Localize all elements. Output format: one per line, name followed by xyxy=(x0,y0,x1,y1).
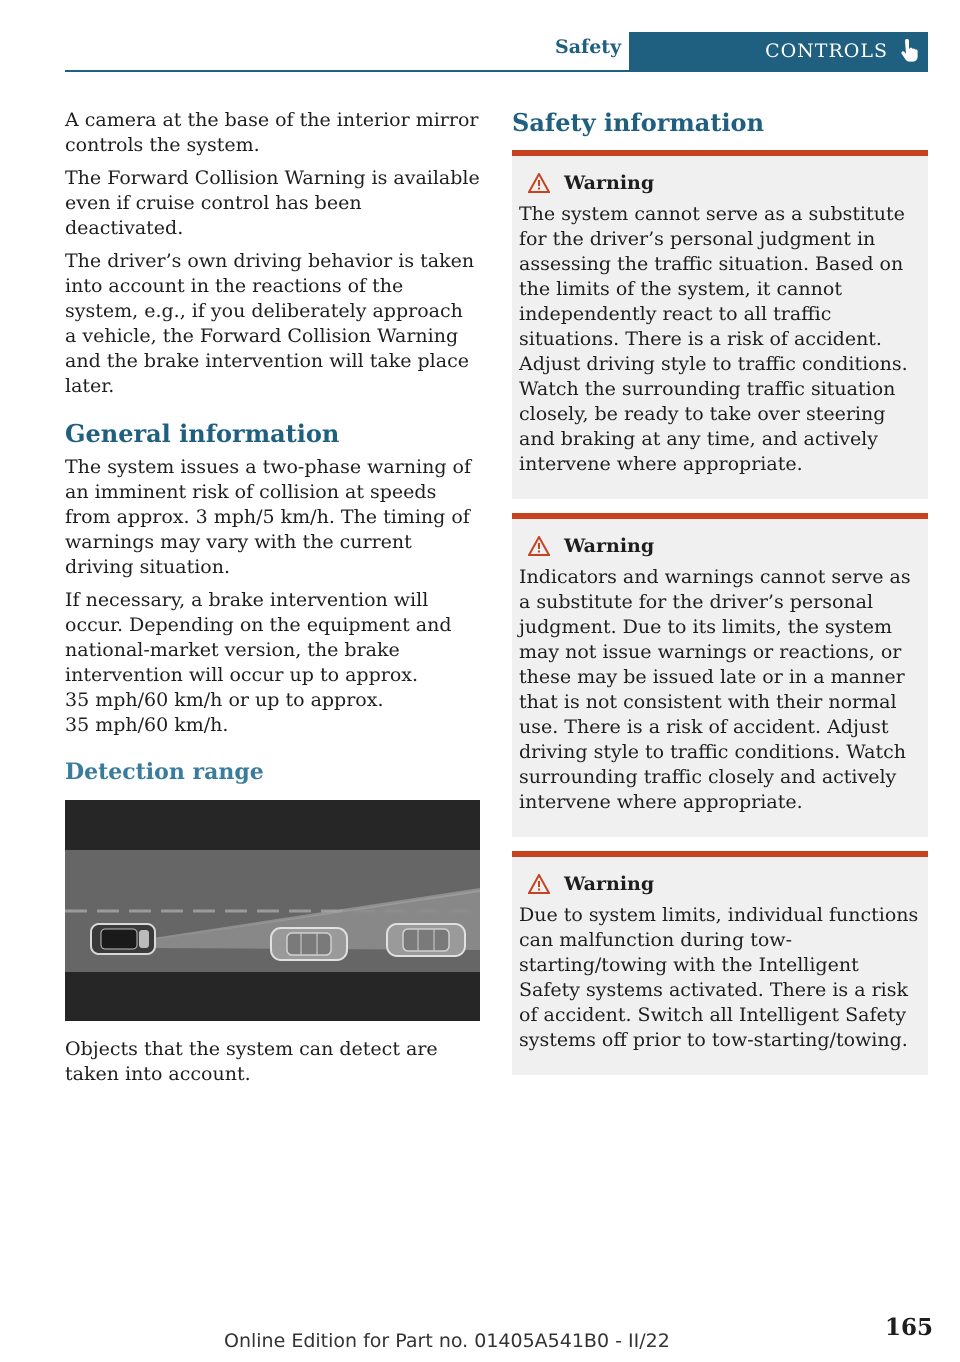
header-section-title: Safety xyxy=(555,36,622,58)
warning-box-3 xyxy=(512,851,928,1075)
edition-footer: Online Edition for Part no. 01405A541B0 - II/22 xyxy=(224,1330,670,1352)
detection-caption: Objects that the system can detect are taken into account. xyxy=(65,1038,438,1085)
right-column xyxy=(512,108,928,1089)
detected-vehicle-2 xyxy=(387,924,465,956)
brake-speed-1: 35 mph/60 km/h or up to approx. xyxy=(65,689,384,711)
warning-box-1 xyxy=(512,150,928,499)
warning-title: Warning xyxy=(564,172,655,194)
own-vehicle xyxy=(91,924,155,954)
warning-title-row xyxy=(519,871,920,897)
left-column xyxy=(65,108,480,1095)
header-chapter-label: CONTROLS xyxy=(765,40,888,62)
detection-range-heading: Detection range xyxy=(65,759,264,785)
warning-text: Due to system limits, individual functions can malfunction during tow-starting/towing with the Intelligent Safety systems activated. There is a risk of accident. Switch all Intelligent Safety systems off prior to tow-starting/towing. xyxy=(519,904,919,1051)
brake-speed-2: 35 mph/60 km/h. xyxy=(65,714,229,736)
header-rule xyxy=(65,70,928,72)
intro-driver-paragraph: The driver’s own driving behavior is taken into account in the reactions of the system, e.g., if you deliberately approach a vehicle, the Forward Collision Warning and the brake intervention will take place later. xyxy=(65,250,475,397)
intro-cruise-paragraph: The Forward Collision Warning is available even if cruise control has been deactivated. xyxy=(65,167,480,239)
page-number: 165 xyxy=(885,1314,934,1341)
warning-text: Indicators and warnings cannot serve as a substitute for the driver’s personal judgment. Due to its limits, the system may not issue warnings or reactions, or these may be issued late or in a manner that is not consistent with their normal use. There is a risk of accident. Adjust driving style to traffic conditions. Watch surrounding traffic closely and actively intervene where appropriate. xyxy=(519,566,911,813)
warning-title: Warning xyxy=(564,535,655,557)
warning-triangle-icon xyxy=(528,173,550,193)
warning-title-row xyxy=(519,170,920,196)
general-warning-paragraph: The system issues a two-phase warning of an imminent risk of collision at speeds from approx. 3 mph/5 km/h. The timing of warnings may vary with the current driving situation. xyxy=(65,456,471,578)
warning-title-row xyxy=(519,533,920,559)
warning-triangle-icon xyxy=(528,536,550,556)
warning-triangle-icon xyxy=(528,874,550,894)
hand-pointer-icon xyxy=(900,39,918,63)
brake-intervention-paragraph xyxy=(65,588,480,738)
safety-information-heading: Safety information xyxy=(512,108,765,137)
intro-camera-paragraph: A camera at the base of the interior mirror controls the system. xyxy=(65,109,479,156)
header-chapter-tab xyxy=(629,32,928,70)
brake-intervention-text: If necessary, a brake intervention will occur. Depending on the equipment and national-market version, the brake intervention will occur up to approx. xyxy=(65,589,452,686)
warning-title: Warning xyxy=(564,873,655,895)
detection-range-illustration xyxy=(65,800,480,1021)
general-information-heading: General information xyxy=(65,419,340,448)
warning-box-2 xyxy=(512,513,928,837)
warning-text: The system cannot serve as a substitute for the driver’s personal judgment in assessing the traffic situation. Based on the limits of the system, it cannot independently react to all traffic situations. There is a risk of accident. Adjust driving style to traffic conditions. Watch the surrounding traffic situation closely, be ready to take over steering and braking at any time, and actively intervene where appropriate. xyxy=(519,203,908,475)
detected-vehicle-1 xyxy=(271,928,347,960)
